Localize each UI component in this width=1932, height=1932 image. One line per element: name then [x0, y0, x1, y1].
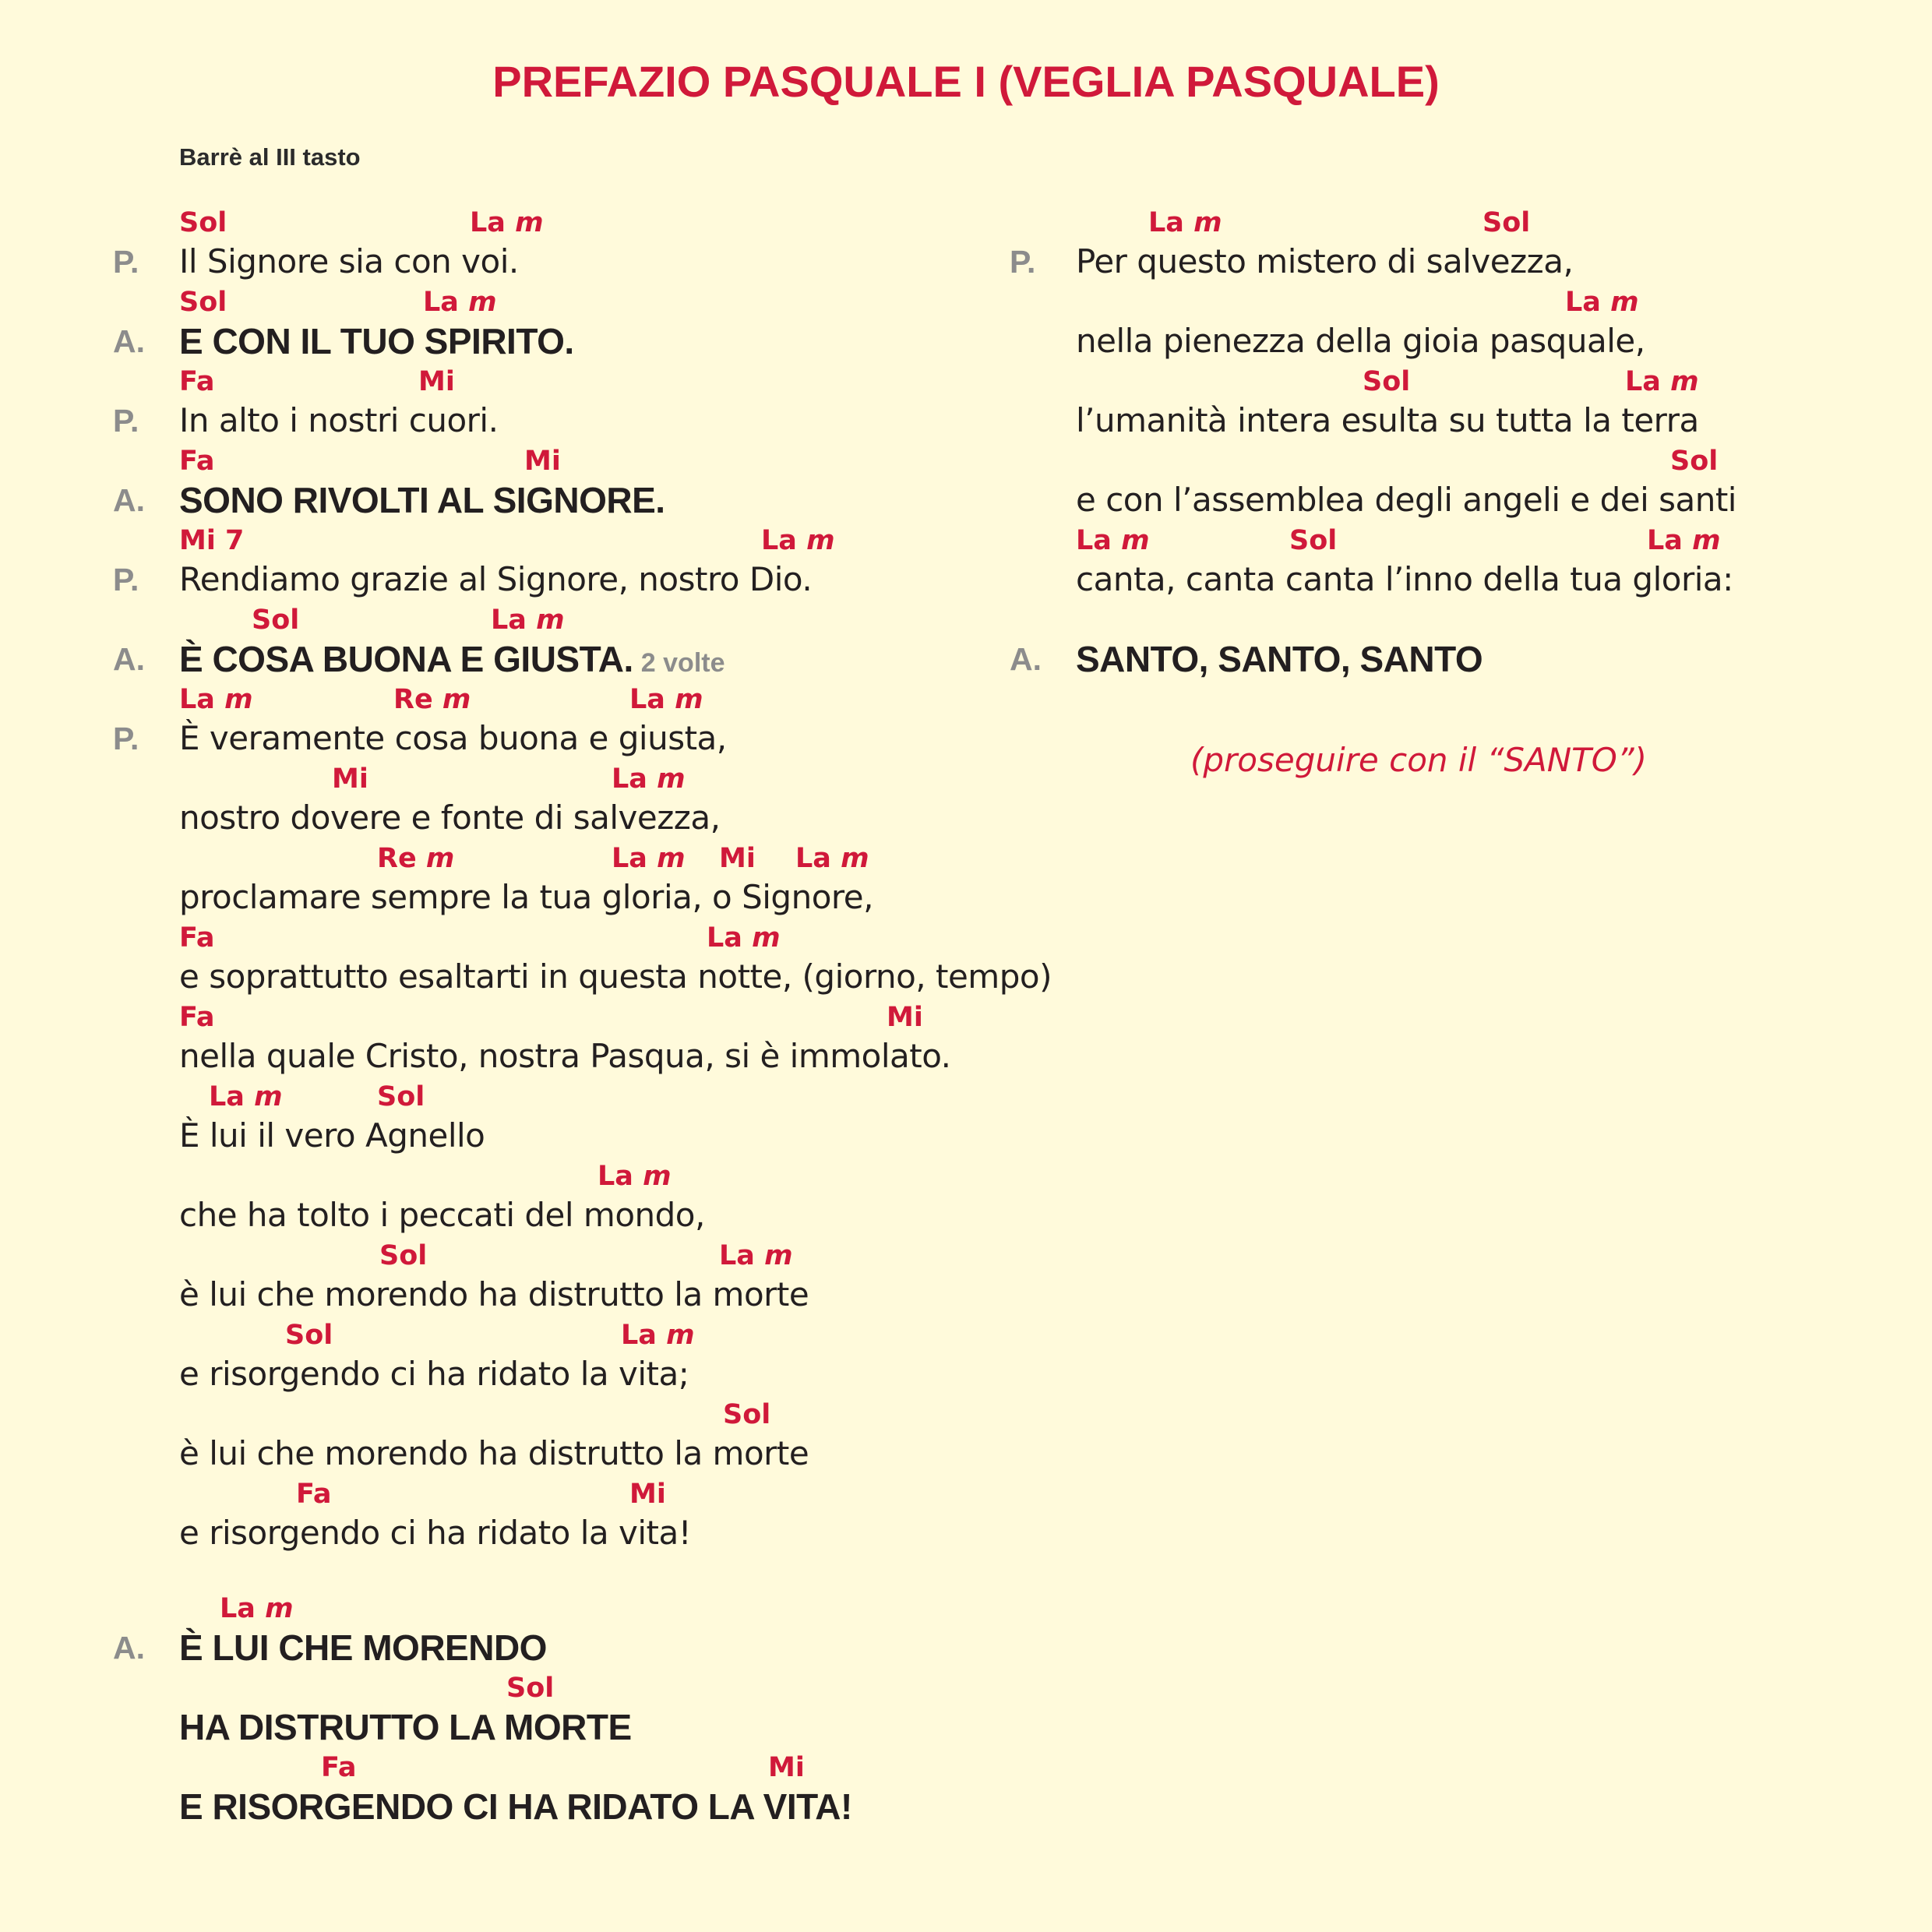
chord	[179, 442, 214, 480]
chord	[220, 1590, 294, 1627]
chord	[629, 1475, 666, 1513]
chord-root: Mi	[332, 763, 368, 795]
lyric-words: Per questo mistero di salvezza,	[1076, 242, 1574, 280]
chord-row	[179, 999, 1192, 1036]
lyric-words: che ha tolto i peccati del mondo,	[179, 1196, 705, 1234]
chord-root: Fa	[179, 366, 215, 397]
chord-root: Sol	[1482, 207, 1531, 238]
chord-quality: m	[265, 1593, 294, 1624]
chord-root: La	[795, 843, 831, 874]
lyric-words: nella quale Cristo, nostra Pasqua, si è immolato.	[179, 1037, 951, 1075]
chord	[179, 919, 214, 957]
chord-root: Fa	[179, 1002, 215, 1033]
chord	[418, 363, 455, 400]
lyric-words: SONO RIVOLTI AL SIGNORE.	[179, 480, 665, 520]
chord	[1076, 522, 1150, 559]
chord-quality: m	[1610, 287, 1639, 318]
lyric-text	[179, 876, 873, 919]
chord-root: Re	[377, 843, 417, 874]
chord-row	[179, 522, 1192, 559]
lyric-text	[179, 240, 519, 284]
chord-row	[179, 1669, 1192, 1707]
role-marker: P.	[113, 721, 139, 756]
capo-note: Barrè al III tasto	[179, 143, 361, 171]
chord-quality: m	[841, 843, 869, 874]
chord	[1482, 204, 1530, 242]
chord	[761, 522, 835, 559]
chord-root: La	[220, 1593, 256, 1624]
chord	[887, 999, 923, 1036]
chord-root: La	[707, 922, 742, 954]
chord-root: La	[761, 525, 797, 556]
chord-root: Sol	[377, 1081, 425, 1112]
role-marker: A.	[113, 1630, 145, 1666]
chord-quality: m	[442, 684, 471, 715]
chord-root: La	[1076, 525, 1112, 556]
lyric-text	[1076, 399, 1699, 442]
chord-root: Fa	[296, 1479, 332, 1510]
chord-row	[179, 1749, 1192, 1786]
chord-root: Fa	[321, 1752, 357, 1783]
chord-row	[179, 1590, 1192, 1627]
lyric-words: È LUI CHE MORENDO	[179, 1627, 547, 1668]
role-marker: P.	[1010, 244, 1036, 280]
continuation-note: (proseguire con il “SANTO”)	[1190, 741, 1647, 779]
chord-root: Sol	[379, 1240, 428, 1271]
chord	[296, 1475, 331, 1513]
lyric-words: SANTO, SANTO, SANTO	[1076, 639, 1483, 679]
lyric-text	[179, 399, 498, 442]
chord-quality: m	[675, 684, 703, 715]
chord-root: La	[423, 287, 459, 318]
chord	[1289, 522, 1337, 559]
assembly-response	[179, 478, 665, 522]
lyric-words: l’umanità intera esulta su tutta la terra	[1076, 401, 1699, 439]
role-marker: P.	[113, 562, 139, 598]
lyric-words: E CON IL TUO SPIRITO.	[179, 321, 574, 361]
chord	[377, 1078, 425, 1116]
chord	[1148, 204, 1222, 242]
chord-root: La	[491, 605, 527, 636]
lyric-text	[179, 955, 1052, 999]
chord	[470, 204, 544, 242]
chord	[1625, 363, 1699, 400]
chord	[621, 1317, 695, 1354]
chord-root: La	[209, 1081, 245, 1112]
chord	[719, 1237, 793, 1274]
chord-row	[179, 1475, 1192, 1513]
chord	[209, 1078, 283, 1116]
chord-row	[179, 919, 1192, 957]
lyric-words: HA DISTRUTTO LA MORTE	[179, 1707, 632, 1747]
lyric-words: È veramente cosa buona e giusta,	[179, 719, 727, 757]
role-marker: A.	[113, 641, 145, 677]
lyric-words: Rendiamo grazie al Signore, nostro Dio.	[179, 560, 813, 598]
lyric-words: proclamare sempre la tua gloria, o Signore,	[179, 878, 873, 916]
chord-row	[179, 442, 1192, 480]
chord-root: La	[1625, 366, 1661, 397]
chord-root: Sol	[1670, 446, 1719, 477]
chord-root: Mi	[418, 366, 455, 397]
lyric-text	[179, 1432, 809, 1475]
lyric-words: nostro dovere e fonte di salvezza,	[179, 799, 721, 837]
role-marker: A.	[113, 323, 145, 359]
lyric-words: è lui che morendo ha distrutto la morte	[179, 1275, 809, 1313]
chord-root: Sol	[285, 1320, 333, 1351]
chord	[285, 1317, 333, 1354]
chord-quality: m	[666, 1320, 695, 1351]
lyric-text	[1076, 558, 1733, 601]
chord-root: Fa	[179, 922, 215, 954]
chord-row	[179, 1317, 1192, 1354]
lyric-text	[179, 1273, 809, 1317]
chord-quality: m	[764, 1240, 793, 1271]
chord-row	[179, 204, 1192, 242]
chord	[393, 681, 471, 718]
chord-quality: m	[752, 922, 781, 954]
chord-root: Fa	[179, 446, 215, 477]
chord-root: Sol	[723, 1399, 771, 1430]
chord	[423, 284, 497, 321]
lyric-words: e risorgendo ci ha ridato la vita!	[179, 1514, 692, 1552]
role-marker: P.	[113, 244, 139, 280]
assembly-response	[179, 1626, 547, 1669]
chord-quality: m	[657, 763, 686, 795]
chord	[332, 760, 368, 798]
chord	[1670, 442, 1718, 480]
chord-root: La	[719, 1240, 755, 1271]
chord-root: La	[612, 763, 647, 795]
chord-root: La	[612, 843, 647, 874]
chord-row	[179, 601, 1192, 639]
chord-quality: m	[468, 287, 497, 318]
chord-row	[1076, 363, 1932, 400]
lyric-words: Il Signore sia con voi.	[179, 242, 519, 280]
lyric-text	[179, 796, 720, 840]
chord-row	[179, 840, 1192, 877]
chord-quality: m	[1193, 207, 1222, 238]
chord	[629, 681, 703, 718]
lyric-text	[1076, 319, 1645, 363]
chord	[491, 601, 565, 639]
lyric-text	[1076, 240, 1573, 284]
role-marker: A.	[1010, 641, 1042, 677]
chord	[179, 204, 227, 242]
chord	[252, 601, 299, 639]
chord-root: La	[1565, 287, 1601, 318]
chord-row	[179, 363, 1192, 400]
chord-quality: m	[1121, 525, 1150, 556]
chord-root: Re	[393, 684, 433, 715]
chord-root: Mi	[719, 843, 756, 874]
chord-quality: m	[657, 843, 686, 874]
chord-root: Sol	[1289, 525, 1338, 556]
chord	[377, 840, 454, 877]
assembly-response	[179, 1785, 852, 1828]
chord	[768, 1749, 805, 1786]
assembly-response	[179, 319, 574, 363]
chord-row	[1076, 442, 1932, 480]
chord-quality: m	[806, 525, 835, 556]
chord	[719, 840, 756, 877]
lyric-words: è lui che morendo ha distrutto la morte	[179, 1434, 809, 1472]
lyric-words: e soprattutto esaltarti in questa notte, (giorno, tempo)	[179, 957, 1052, 996]
chord-root: Sol	[179, 287, 227, 318]
assembly-response	[1076, 637, 1482, 681]
role-marker: A.	[113, 482, 145, 518]
chord-root: Mi	[629, 1479, 666, 1510]
chord-root: Mi	[768, 1752, 805, 1783]
chord	[612, 840, 686, 877]
chord-root: La	[621, 1320, 657, 1351]
chord-row	[179, 1396, 1192, 1433]
chord-row	[179, 1078, 1192, 1116]
chord	[707, 919, 781, 957]
lyric-words: È lui il vero Agnello	[179, 1116, 485, 1155]
lyric-text	[179, 1352, 689, 1396]
lyric-words: E RISORGENDO CI HA RIDATO LA VITA!	[179, 1786, 852, 1827]
page-title: PREFAZIO PASQUALE I (VEGLIA PASQUALE)	[492, 57, 1440, 106]
chord	[179, 522, 244, 559]
chord-root: Mi	[887, 1002, 923, 1033]
chord	[723, 1396, 770, 1433]
chord-quality: m	[1692, 525, 1721, 556]
chord-root: Sol	[506, 1673, 555, 1704]
chord	[321, 1749, 356, 1786]
chord	[179, 284, 227, 321]
chord-row	[179, 681, 1192, 718]
chord	[598, 1158, 672, 1195]
chord	[612, 760, 686, 798]
chord-root: La	[598, 1161, 633, 1192]
lyric-text	[179, 1035, 951, 1078]
chord-row	[1076, 204, 1932, 242]
chord-row	[179, 1158, 1192, 1195]
lyric-text	[179, 717, 727, 760]
chord-quality: m	[1670, 366, 1699, 397]
chord-quality: m	[643, 1161, 672, 1192]
chord-root: Sol	[1363, 366, 1411, 397]
chord	[506, 1669, 554, 1707]
chord-quality: m	[425, 843, 455, 874]
chord	[1363, 363, 1410, 400]
chord-root: Sol	[179, 207, 227, 238]
repeat-note: 2 volte	[640, 648, 725, 678]
chord-quality: m	[224, 684, 253, 715]
chord-row	[179, 284, 1192, 321]
chord-root: La	[1148, 207, 1184, 238]
lyric-text	[1076, 478, 1736, 522]
chord-row	[1076, 601, 1932, 639]
lyric-words: e risorgendo ci ha ridato la vita;	[179, 1355, 689, 1393]
lyric-text	[179, 1193, 705, 1237]
assembly-response	[179, 1705, 632, 1749]
chord-root: La	[470, 207, 506, 238]
chord	[795, 840, 869, 877]
lyric-words: nella pienezza della gioia pasquale,	[1076, 322, 1645, 360]
chord-quality: m	[536, 605, 565, 636]
chord	[1565, 284, 1639, 321]
chord-root: Mi 7	[179, 525, 245, 556]
chord	[524, 442, 561, 480]
chord-root: La	[629, 684, 665, 715]
lyric-text	[179, 1511, 691, 1555]
chord-row	[179, 1237, 1192, 1274]
chord-row	[1076, 522, 1932, 559]
chord-quality: m	[515, 207, 544, 238]
lyric-words: e con l’assemblea degli angeli e dei santi	[1076, 481, 1736, 519]
chord-quality: m	[254, 1081, 283, 1112]
chord	[179, 999, 214, 1036]
lyric-words: In alto i nostri cuori.	[179, 401, 499, 439]
assembly-response	[179, 637, 725, 685]
lyric-text	[179, 1114, 485, 1158]
chord	[1647, 522, 1721, 559]
chord-root: Mi	[524, 446, 561, 477]
chord-row	[1076, 284, 1932, 321]
chord-root: Sol	[252, 605, 300, 636]
chord	[179, 681, 253, 718]
chord	[379, 1237, 427, 1274]
lyric-text	[179, 558, 812, 601]
chord-root: La	[179, 684, 215, 715]
lyric-words: È COSA BUONA E GIUSTA.	[179, 639, 633, 679]
chord-root: La	[1647, 525, 1683, 556]
chord	[179, 363, 214, 400]
lyric-words: canta, canta canta l’inno della tua gloria:	[1076, 560, 1733, 598]
role-marker: P.	[113, 403, 139, 439]
